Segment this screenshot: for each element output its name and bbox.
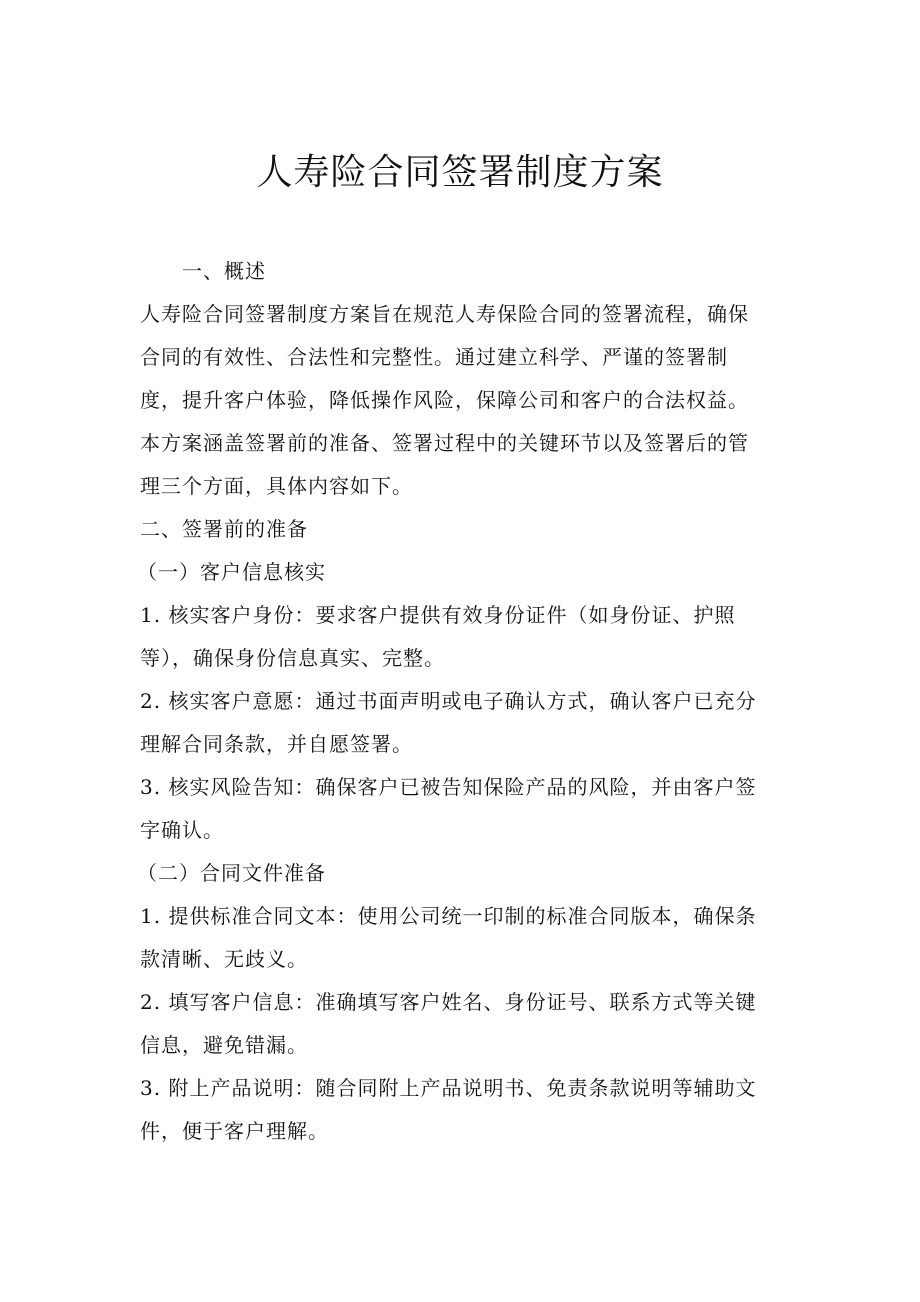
list-item-line: 等），确保身份信息真实、完整。	[140, 646, 445, 670]
list-item-line: 1. 核实客户身份：要求客户提供有效身份证件（如身份证、护照	[140, 603, 736, 627]
list-item-line: 理解合同条款，并自愿签署。	[140, 732, 413, 756]
list-item-line: 3. 附上产品说明：随合同附上产品说明书、免责条款说明等辅助文	[140, 1076, 757, 1100]
paragraph-line: 度，提升客户体验，降低操作风险，保障公司和客户的合法权益。	[140, 388, 749, 412]
paragraph-line: 理三个方面，具体内容如下。	[140, 474, 413, 498]
section-heading-preparation: 二、签署前的准备	[140, 517, 308, 541]
subsection-heading-contract-docs: （二）合同文件准备	[137, 861, 326, 885]
paragraph-line: 本方案涵盖签署前的准备、签署过程中的关键环节以及签署后的管	[140, 431, 749, 455]
subsection-heading-customer-info: （一）客户信息核实	[137, 560, 326, 584]
document-title: 人寿险合同签署制度方案	[256, 152, 664, 193]
list-item-line: 件，便于客户理解。	[140, 1119, 329, 1143]
list-item-line: 款清晰、无歧义。	[140, 947, 308, 971]
list-item-line: 字确认。	[140, 818, 224, 842]
paragraph-line: 合同的有效性、合法性和完整性。通过建立科学、严谨的签署制	[140, 345, 728, 369]
list-item-line: 1. 提供标准合同文本：使用公司统一印制的标准合同版本，确保条	[140, 904, 757, 928]
list-item-line: 2. 核实客户意愿：通过书面声明或电子确认方式，确认客户已充分	[140, 689, 757, 713]
list-item-line: 信息，避免错漏。	[140, 1033, 308, 1057]
section-heading-overview: 一、概述	[182, 259, 266, 283]
list-item-line: 3. 核实风险告知：确保客户已被告知保险产品的风险，并由客户签	[140, 775, 757, 799]
paragraph-line: 人寿险合同签署制度方案旨在规范人寿保险合同的签署流程，确保	[140, 302, 749, 326]
list-item-line: 2. 填写客户信息：准确填写客户姓名、身份证号、联系方式等关键	[140, 990, 757, 1014]
